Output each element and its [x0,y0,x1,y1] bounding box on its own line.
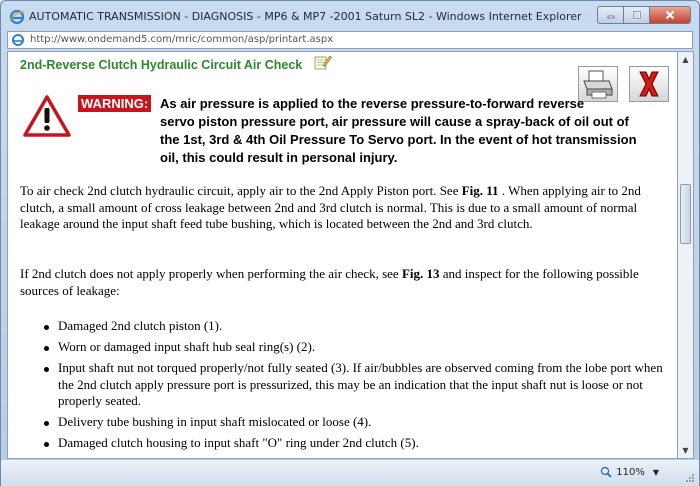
paragraph-2 [20,266,668,299]
scroll-down-arrow-icon[interactable]: ▼ [682,446,689,455]
close-window-button[interactable] [649,6,691,24]
para2-text-b: and inspect for the following possible sources of leakage: [20,266,639,298]
leakage-list [20,318,668,456]
scroll-up-arrow-icon[interactable]: ▲ [682,55,689,64]
dropdown-arrow-icon[interactable]: ▼ [652,467,659,477]
list-item [20,435,668,452]
address-bar[interactable] [7,31,693,49]
list-item [20,318,668,335]
notepad-icon[interactable] [314,54,332,70]
zoom-control[interactable] [600,466,659,478]
bullet-icon [44,346,49,351]
minimize-icon [606,10,616,20]
page-content [7,51,678,459]
list-item-text: Damaged 2nd clutch piston (1). [58,318,223,333]
zoom-icon [600,466,612,478]
zoom-level: 110% [616,466,645,478]
page-title: 2nd-Reverse Clutch Hydraulic Circuit Air Check [20,58,303,72]
close-icon [665,10,675,20]
para1-text-b: . When applying air to 2nd clutch, a small amount of cross leakage between 2nd and 3rd clutch is normal. This is due to a small amount of normal leakage around the input shaft feed tube bushing, which is located between the 2nd and 3rd clutch. [20,183,641,231]
warning-text-continued: servo piston pressure port, air pressure will cause a spray-back of oil out of the 1st, 3rd & 4th Oil Pressure To Servo port. In the event of hot transmission oil, this could result in personal injury. [160,114,637,165]
scrollbar-thumb[interactable] [680,184,691,244]
list-item-text: Worn or damaged input shaft hub seal ring(s) (2). [58,339,316,354]
maximize-button[interactable] [623,6,649,24]
url-text: http://www.ondemand5.com/mric/common/asp/printart.aspx [30,34,334,45]
ie-icon [9,9,25,25]
bullet-icon [44,442,49,447]
bullet-icon [44,367,49,372]
list-item [20,360,668,410]
list-item-text: Damaged clutch housing to input shaft "O" ring under 2nd clutch (5). [58,435,419,450]
fig-11-link[interactable]: Fig. 11 [461,183,499,198]
status-bar [1,460,699,486]
para2-text-a: If 2nd clutch does not apply properly when performing the air check, see [20,266,402,281]
minimize-button[interactable] [597,6,623,24]
title-bar[interactable] [1,1,699,31]
window-controls [597,6,691,24]
warning-label: WARNING: [78,95,151,112]
list-item-text: Delivery tube bushing in input shaft mislocated or loose (4). [58,414,372,429]
page-icon [11,33,25,47]
paragraph-1 [20,183,668,233]
resize-grip-icon[interactable] [685,473,695,483]
window-title: AUTOMATIC TRANSMISSION - DIAGNOSIS - MP6 & MP7 -2001 Saturn SL2 - Windows Internet Explorer [29,10,582,23]
maximize-icon [632,10,642,20]
list-item-text: Input shaft nut not torqued properly/not fully seated (3). If air/bubbles are observed coming from the lobe port when the 2nd clutch apply pressure port is pressurized, this may be an indication that the input shaft nut is loose or not properly seated. [58,360,663,408]
list-item [20,414,668,431]
warning-line-1: As air pressure is applied to the reverse pressure-to-forward reverse [160,96,585,111]
bullet-icon [44,421,49,426]
fig-13-link[interactable]: Fig. 13 [401,266,440,281]
warning-triangle-icon [22,94,72,138]
bullet-icon [44,325,49,330]
list-item [20,339,668,356]
warning-text [160,95,640,113]
para1-text-a: To air check 2nd clutch hydraulic circuit, apply air to the 2nd Apply Piston port. See [20,183,462,198]
vertical-scrollbar[interactable] [678,51,694,459]
